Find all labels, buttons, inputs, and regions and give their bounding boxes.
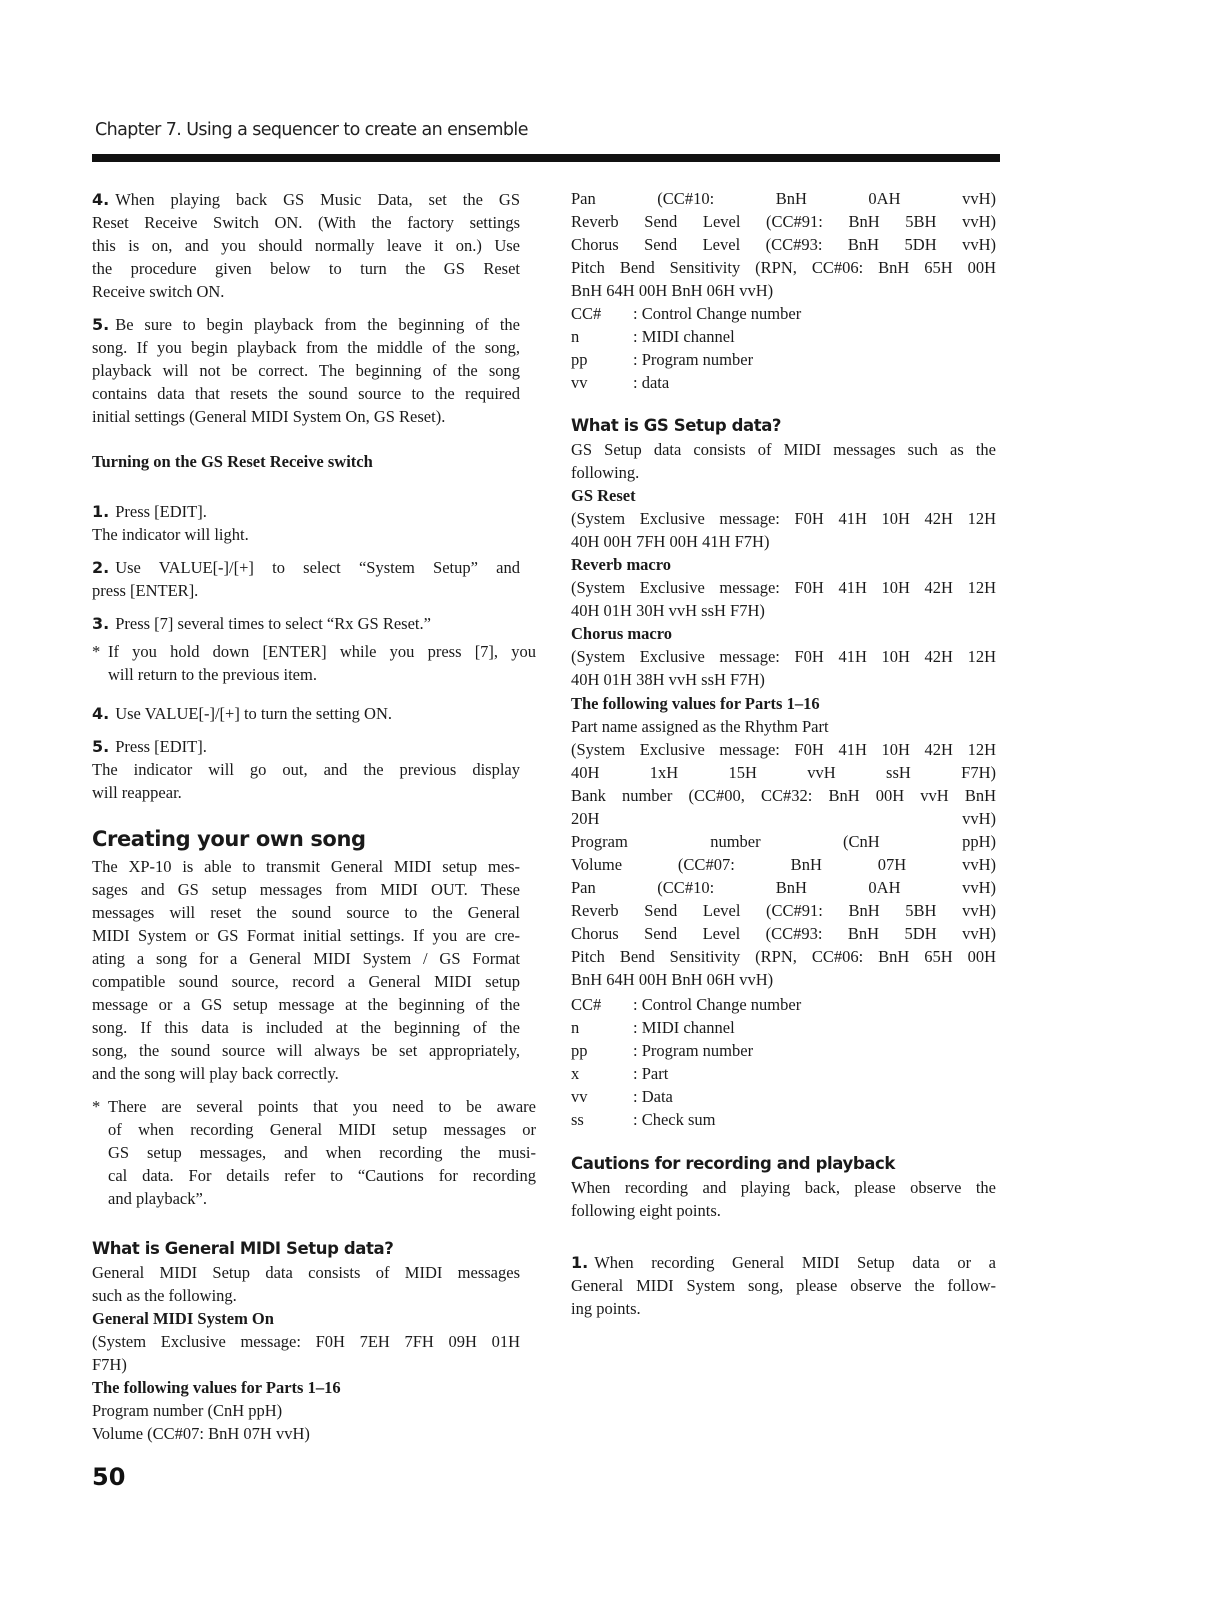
line-text: GS Reset [571, 486, 636, 505]
paragraph [571, 738, 996, 991]
definition-row [571, 348, 996, 371]
line-text: General MIDI Setup data consists of MIDI messages [92, 1263, 520, 1282]
line-text: song. If this data is included at the beginning of the [92, 1018, 520, 1037]
definition-text: : Program number [633, 350, 754, 369]
paragraph [571, 645, 996, 691]
text-line [92, 702, 520, 725]
text-line [571, 438, 996, 461]
line-text: song, the sound source will always be set appropriately, [92, 1041, 520, 1060]
text-line [92, 257, 520, 280]
paragraph [571, 692, 996, 715]
line-text: Reverb Send Level (CC#91: BnH 5BH vvH) [571, 212, 996, 231]
section-heading [571, 414, 996, 437]
line-text: General MIDI System song, please observe the follow- [571, 1276, 996, 1295]
text-line [92, 947, 520, 970]
text-line [92, 1284, 520, 1307]
text-line [92, 382, 520, 405]
text-line [108, 1187, 536, 1210]
paragraph [571, 1251, 996, 1320]
line-text: contains data that resets the sound source to the required [92, 384, 520, 403]
paragraph [92, 640, 536, 686]
line-text: (System Exclusive message: F0H 41H 10H 42H 12H [571, 509, 996, 528]
line-text: (System Exclusive message: F0H 7EH 7FH 09H 01H [92, 1332, 520, 1351]
text-line [92, 1062, 520, 1085]
paragraph [92, 1307, 520, 1330]
line-text: Creating your own song [92, 827, 366, 851]
line-text: such as the following. [92, 1286, 237, 1305]
text-line [92, 1016, 520, 1039]
line-text: Use VALUE[-]/[+] to turn the setting ON. [115, 704, 392, 723]
line-text: Bank number (CC#00, CC#32: BnH 00H vvH BnH [571, 786, 996, 805]
text-line [571, 738, 996, 761]
text-line [571, 668, 996, 691]
paragraph [571, 187, 996, 302]
line-text: If you hold down [ENTER] while you press [7], you [108, 642, 536, 661]
paragraph [92, 612, 520, 635]
text-line [571, 807, 996, 830]
line-text: compatible sound source, record a General MIDI setup [92, 972, 520, 991]
text-line [571, 692, 996, 715]
line-text: The XP-10 is able to transmit General MIDI setup mes- [92, 857, 520, 876]
definition-term: vv [571, 1087, 588, 1106]
text-line [92, 1307, 520, 1330]
text-line [92, 1422, 520, 1445]
definition-row [571, 1016, 996, 1039]
paragraph [571, 622, 996, 645]
text-line [92, 901, 520, 924]
definition-text: : Control Change number [633, 995, 802, 1014]
paragraph [571, 553, 996, 576]
text-line [92, 313, 520, 336]
section-heading [571, 1152, 996, 1175]
text-line [108, 1118, 536, 1141]
section-heading [92, 1237, 520, 1260]
text-line [571, 553, 996, 576]
line-text: When recording and playing back, please observe the [571, 1178, 996, 1197]
text-line [92, 211, 520, 234]
text-line [571, 530, 996, 553]
definition-term: ss [571, 1110, 584, 1129]
step-number: 5. [92, 315, 110, 334]
section-heading [92, 825, 520, 853]
text-line [571, 187, 996, 210]
text-line [571, 945, 996, 968]
text-line [571, 784, 996, 807]
text-line [92, 1261, 520, 1284]
line-text: (System Exclusive message: F0H 41H 10H 42H 12H [571, 578, 996, 597]
text-line [92, 781, 520, 804]
line-text: (System Exclusive message: F0H 41H 10H 42H 12H [571, 740, 996, 759]
text-line [571, 622, 996, 645]
definition-text: : Data [633, 1087, 673, 1106]
definition-text: : MIDI channel [633, 327, 735, 346]
definition-row [571, 325, 996, 348]
line-text: messages will reset the sound source to the General [92, 903, 520, 922]
line-text: 20H vvH) [571, 809, 996, 828]
text-line [92, 556, 520, 579]
line-text: Pan (CC#10: BnH 0AH vvH) [571, 189, 996, 208]
line-text: will return to the previous item. [108, 665, 317, 684]
line-text: What is GS Setup data? [571, 416, 782, 435]
line-text: When recording General MIDI Setup data or a [594, 1253, 996, 1272]
paragraph [571, 715, 996, 738]
step-number: 4. [92, 190, 110, 209]
text-line [571, 1199, 996, 1222]
text-line [92, 735, 520, 758]
text-line [571, 576, 996, 599]
definition-text: : Check sum [633, 1110, 716, 1129]
line-text: Press [EDIT]. [115, 502, 207, 521]
line-text: playback will not be correct. The beginning of the song [92, 361, 520, 380]
text-line [571, 461, 996, 484]
step-number: 2. [92, 558, 110, 577]
header-rule [92, 154, 1000, 162]
line-text: BnH 64H 00H BnH 06H vvH) [571, 970, 774, 989]
note-asterisk: * [92, 642, 101, 661]
text-line [108, 663, 536, 686]
text-line [571, 507, 996, 530]
paragraph [92, 500, 520, 523]
line-text: Reverb macro [571, 555, 672, 574]
text-line [571, 233, 996, 256]
definition-term: x [571, 1064, 580, 1083]
paragraph [92, 1261, 520, 1307]
text-line [571, 484, 996, 507]
text-line [92, 359, 520, 382]
line-text: following. [571, 463, 640, 482]
text-line [571, 210, 996, 233]
line-text: MIDI System or GS Format initial settings. If you are cre- [92, 926, 520, 945]
text-line [92, 855, 520, 878]
line-text: ing points. [571, 1299, 641, 1318]
paragraph [571, 576, 996, 622]
paragraph [92, 450, 520, 473]
line-text: message or a GS setup message at the beginning of the [92, 995, 520, 1014]
paragraph [92, 1399, 520, 1445]
line-text: Chorus Send Level (CC#93: BnH 5DH vvH) [571, 235, 996, 254]
paragraph [571, 438, 996, 484]
text-line [92, 280, 520, 303]
text-line [92, 612, 520, 635]
text-line [92, 924, 520, 947]
text-line [92, 336, 520, 359]
line-text: Reset Receive Switch ON. (With the factory settings [92, 213, 520, 232]
text-line [108, 640, 536, 663]
line-text: (System Exclusive message: F0H 41H 10H 42H 12H [571, 647, 996, 666]
line-text: Receive switch ON. [92, 282, 225, 301]
line-text: What is General MIDI Setup data? [92, 1239, 394, 1258]
paragraph [571, 484, 996, 507]
note-asterisk: * [92, 1097, 101, 1116]
text-line [92, 825, 520, 853]
step-number: 4. [92, 704, 110, 723]
definition-row [571, 993, 996, 1016]
line-text: and the song will play back correctly. [92, 1064, 339, 1083]
line-text: Chorus macro [571, 624, 672, 643]
text-line [571, 922, 996, 945]
text-line [571, 715, 996, 738]
step-number: 3. [92, 614, 110, 633]
text-line [92, 1237, 520, 1260]
page-number: 50 [92, 1463, 126, 1491]
line-text: song. If you begin playback from the middle of the song, [92, 338, 520, 357]
line-text: The following values for Parts 1–16 [92, 1378, 341, 1397]
line-text: General MIDI System On [92, 1309, 274, 1328]
text-line [92, 1330, 520, 1353]
step-number: 1. [92, 502, 110, 521]
definition-text: : Control Change number [633, 304, 802, 323]
line-text: the procedure given below to turn the GS Reset [92, 259, 520, 278]
line-text: Use VALUE[-]/[+] to select “System Setup” and [115, 558, 520, 577]
line-text: Be sure to begin playback from the beginning of the [115, 315, 520, 334]
line-text: Cautions for recording and playback [571, 1154, 895, 1173]
line-text: cal data. For details refer to “Cautions for recording [108, 1166, 536, 1185]
line-text: When playing back GS Music Data, set the GS [115, 190, 520, 209]
line-text: 40H 01H 38H vvH ssH F7H) [571, 670, 765, 689]
line-text: ating a song for a General MIDI System / GS Format [92, 949, 520, 968]
line-text: Volume (CC#07: BnH 07H vvH) [92, 1424, 310, 1443]
text-line [92, 1353, 520, 1376]
definition-row [571, 1062, 996, 1085]
text-line [92, 878, 520, 901]
line-text: GS Setup data consists of MIDI messages such as the [571, 440, 996, 459]
text-line [92, 1399, 520, 1422]
paragraph [92, 188, 520, 303]
definition-list [571, 993, 996, 1131]
definition-term: pp [571, 1041, 588, 1060]
line-text: press [ENTER]. [92, 581, 199, 600]
definition-row [571, 1039, 996, 1062]
text-line [571, 830, 996, 853]
text-line [92, 1376, 520, 1399]
text-line [571, 899, 996, 922]
paragraph [92, 523, 520, 546]
line-text: The indicator will go out, and the previous display [92, 760, 520, 779]
text-line [92, 1039, 520, 1062]
line-text: Pitch Bend Sensitivity (RPN, CC#06: BnH 65H 00H [571, 258, 996, 277]
text-line [571, 1297, 996, 1320]
paragraph [92, 702, 520, 725]
text-line [108, 1164, 536, 1187]
text-line [92, 500, 520, 523]
definition-term: pp [571, 350, 588, 369]
text-line [92, 993, 520, 1016]
definition-text: : Program number [633, 1041, 754, 1060]
paragraph [92, 313, 520, 428]
paragraph [92, 855, 520, 1085]
paragraph [92, 1376, 520, 1399]
line-text: 40H 1xH 15H vvH ssH F7H) [571, 763, 996, 782]
text-line [92, 234, 520, 257]
definition-row [571, 1085, 996, 1108]
line-text: 40H 01H 30H vvH ssH F7H) [571, 601, 765, 620]
text-line [92, 405, 520, 428]
paragraph [571, 1176, 996, 1222]
text-line [571, 414, 996, 437]
text-line [92, 523, 520, 546]
line-text: Reverb Send Level (CC#91: BnH 5BH vvH) [571, 901, 996, 920]
line-text: GS setup messages, and when recording the musi- [108, 1143, 536, 1162]
line-text: this is on, and you should normally leave it on.) Use [92, 236, 520, 255]
line-text: Chorus Send Level (CC#93: BnH 5DH vvH) [571, 924, 996, 943]
text-line [92, 758, 520, 781]
definition-term: n [571, 1018, 580, 1037]
line-text: will reappear. [92, 783, 182, 802]
paragraph [92, 735, 520, 804]
definition-list [571, 302, 996, 394]
text-line [92, 579, 520, 602]
text-line [92, 188, 520, 211]
line-text: Press [EDIT]. [115, 737, 207, 756]
line-text: 40H 00H 7FH 00H 41H F7H) [571, 532, 770, 551]
paragraph [92, 556, 520, 602]
line-text: There are several points that you need to be aware [108, 1097, 536, 1116]
line-text: Pan (CC#10: BnH 0AH vvH) [571, 878, 996, 897]
line-text: Pitch Bend Sensitivity (RPN, CC#06: BnH 65H 00H [571, 947, 996, 966]
line-text: F7H) [92, 1355, 127, 1374]
definition-row [571, 302, 996, 325]
line-text: sages and GS setup messages from MIDI OUT. These [92, 880, 520, 899]
text-line [571, 599, 996, 622]
text-line [571, 761, 996, 784]
paragraph [92, 1095, 536, 1210]
definition-row [571, 371, 996, 394]
text-line [571, 279, 996, 302]
definition-term: CC# [571, 995, 602, 1014]
text-line [108, 1141, 536, 1164]
text-line [571, 1176, 996, 1199]
text-line [571, 968, 996, 991]
step-number: 5. [92, 737, 110, 756]
line-text: Turning on the GS Reset Receive switch [92, 452, 373, 471]
definition-text: : Part [633, 1064, 669, 1083]
text-line [571, 256, 996, 279]
line-text: following eight points. [571, 1201, 721, 1220]
definition-term: n [571, 327, 580, 346]
line-text: Volume (CC#07: BnH 07H vvH) [571, 855, 996, 874]
definition-term: CC# [571, 304, 602, 323]
text-line [571, 876, 996, 899]
step-number: 1. [571, 1253, 589, 1272]
line-text: of when recording General MIDI setup messages or [108, 1120, 536, 1139]
paragraph [571, 507, 996, 553]
text-line [571, 1251, 996, 1274]
definition-row [571, 1108, 996, 1131]
definition-text: : MIDI channel [633, 1018, 735, 1037]
text-line [571, 1152, 996, 1175]
text-line [92, 450, 520, 473]
line-text: Part name assigned as the Rhythm Part [571, 717, 829, 736]
line-text: initial settings (General MIDI System On, GS Reset). [92, 407, 446, 426]
text-line [571, 1274, 996, 1297]
line-text: Program number (CnH ppH) [571, 832, 996, 851]
text-line [571, 645, 996, 668]
paragraph [92, 1330, 520, 1376]
definition-text: : data [633, 373, 670, 392]
line-text: and playback”. [108, 1189, 207, 1208]
definition-term: vv [571, 373, 588, 392]
line-text: Program number (CnH ppH) [92, 1401, 283, 1420]
line-text: Press [7] several times to select “Rx GS Reset.” [115, 614, 431, 633]
line-text: The following values for Parts 1–16 [571, 694, 820, 713]
chapter-header: Chapter 7. Using a sequencer to create an ensemble [95, 120, 528, 140]
line-text: BnH 64H 00H BnH 06H vvH) [571, 281, 774, 300]
text-line [108, 1095, 536, 1118]
line-text: The indicator will light. [92, 525, 249, 544]
text-line [571, 853, 996, 876]
text-line [92, 970, 520, 993]
